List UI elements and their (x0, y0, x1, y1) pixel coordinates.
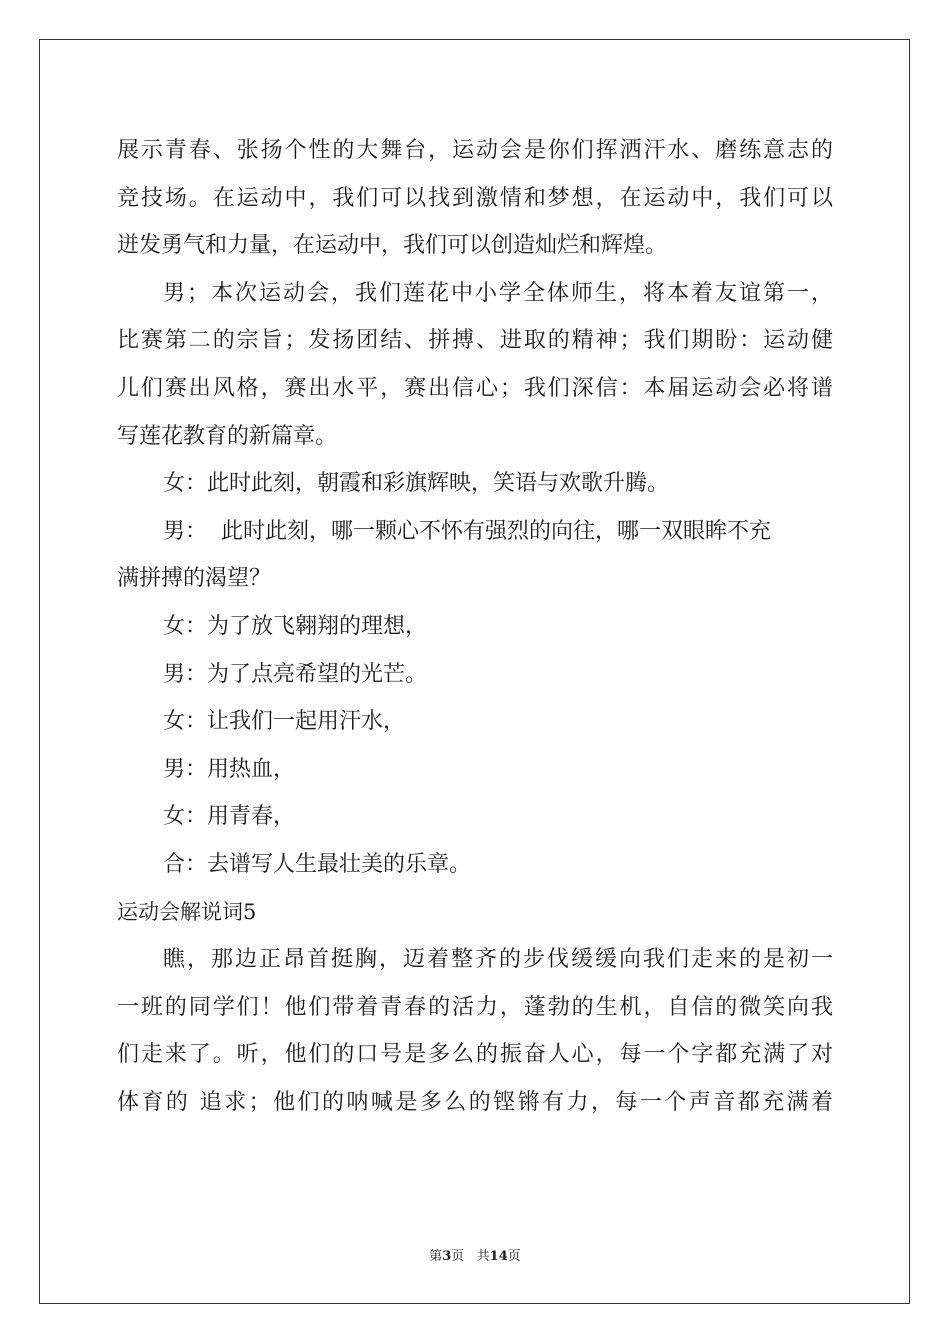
document-body (117, 127, 833, 1126)
current-page-number: 3 (442, 1249, 452, 1264)
section-heading: 运动会解说词5 (117, 899, 257, 924)
paragraph-line: 展示青春、张扬个性的大舞台，运动会是你们挥洒汗水、磨练意志的 (117, 138, 833, 163)
paragraph-line: 女：此时此刻，朝霞和彩旗辉映，笑语与欢歌升腾。 (163, 471, 670, 497)
footer-suffix: 页 (507, 1249, 521, 1264)
total-page-count: 14 (489, 1249, 508, 1264)
paragraph-line: 儿们赛出风格，赛出水平，赛出信心；我们深信：本届运动会必将谱 (117, 375, 833, 401)
paragraph-line: 体育的 追求；他们的呐喊是多么的铿锵有力，每一个声音都充满着 (117, 1089, 833, 1115)
footer-mid: 页 共 (451, 1249, 490, 1264)
paragraph-line: 一班的同学们！他们带着青春的活力，蓬勃的生机，自信的微笑向我 (117, 994, 833, 1020)
paragraph-line: 男：为了点亮希望的光芒。 (163, 661, 428, 687)
footer-prefix: 第 (429, 1249, 443, 1264)
paragraph-line: 女：用青春， (163, 804, 296, 830)
paragraph-line: 瞧，那边正昂首挺胸，迈着整齐的步伐缓缓向我们走来的是初一 (163, 947, 833, 973)
paragraph-line: 们走来了。听，他们的口号是多么的振奋人心，每一个字都充满了对 (117, 1042, 833, 1068)
paragraph-line: 合：去谱写人生最壮美的乐章。 (163, 851, 472, 877)
paragraph-line: 迸发勇气和力量，在运动中，我们可以创造灿烂和辉煌。 (117, 233, 668, 259)
paragraph-line: 男；本次运动会，我们莲花中小学全体师生，将本着友谊第一， (163, 280, 833, 306)
paragraph-line: 女：为了放飞翱翔的理想， (163, 613, 428, 639)
paragraph-line: 写莲花教育的新篇章。 (117, 423, 338, 449)
paragraph-line: 女：让我们一起用汗水， (163, 709, 406, 735)
paragraph-line: 男： 此时此刻，哪一颗心不怀有强烈的向往，哪一双眼眸不充 (163, 518, 771, 544)
paragraph-line: 竞技场。在运动中，我们可以找到激情和梦想，在运动中，我们可以 (117, 185, 833, 211)
paragraph-line: 比赛第二的宗旨；发扬团结、拼搏、进取的精神；我们期盼：运动健 (117, 328, 833, 354)
paragraph-line: 男：用热血， (163, 756, 296, 782)
page-footer (0, 1248, 950, 1266)
paragraph-line: 满拼搏的渴望？ (117, 566, 272, 592)
